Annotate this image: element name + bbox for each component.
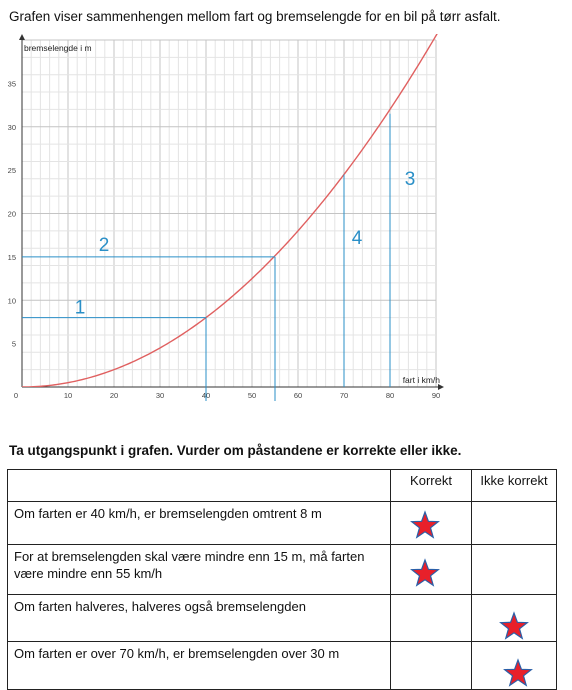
star-icon <box>498 611 530 643</box>
y-tick-label: 15 <box>7 252 16 262</box>
x-tick-label: 80 <box>385 391 395 400</box>
x-tick-label: 0 <box>13 391 19 400</box>
question-text: Ta utgangspunkt i grafen. Vurder om påstandene er korrekte eller ikke. <box>9 443 462 458</box>
table-header-row <box>8 470 557 502</box>
table-row <box>8 545 557 595</box>
guide-label-4: 4 <box>351 227 363 249</box>
y-axis-label: bremselengde i m <box>24 43 92 53</box>
intro-text: Grafen viser sammenhengen mellom fart og bremselengde for en bil på tørr asfalt. <box>9 9 501 24</box>
y-tick-label: 35 <box>7 79 16 89</box>
guide-label-1: 1 <box>74 297 86 319</box>
x-tick-label: 70 <box>339 391 349 400</box>
guide-label-2: 2 <box>98 234 110 256</box>
korrekt-cell-2[interactable] <box>391 545 472 595</box>
statement-1: Om farten er 40 km/h, er bremselengden omtrent 8 m <box>8 502 391 545</box>
y-tick-label: 25 <box>7 166 16 176</box>
korrekt-cell-3[interactable] <box>391 595 472 642</box>
table-row <box>8 502 557 545</box>
y-tick-label: 10 <box>7 296 16 306</box>
x-tick-label: 50 <box>247 391 257 400</box>
korrekt-cell-4[interactable] <box>391 642 472 690</box>
guide-label-3: 3 <box>404 168 416 190</box>
x-tick-label: 20 <box>109 391 119 400</box>
header-korrekt: Korrekt <box>391 470 472 502</box>
y-tick-label: 30 <box>7 122 16 132</box>
x-tick-label: 10 <box>63 391 73 400</box>
star-icon <box>502 658 534 690</box>
statement-4: Om farten er over 70 km/h, er bremselengden over 30 m <box>8 642 391 690</box>
x-axis-label: fart i km/h <box>402 375 440 385</box>
ikke-korrekt-cell-3[interactable] <box>472 595 557 642</box>
statement-3: Om farten halveres, halveres også bremselengden <box>8 595 391 642</box>
header-statement <box>8 470 391 502</box>
x-tick-label: 30 <box>155 391 165 400</box>
korrekt-cell-1[interactable] <box>391 502 472 545</box>
x-tick-label: 90 <box>431 391 441 400</box>
x-tick-label: 40 <box>201 391 211 400</box>
evaluation-table <box>7 469 557 690</box>
table-row <box>8 595 557 642</box>
y-tick-label: 5 <box>11 339 16 349</box>
x-tick-label: 60 <box>293 391 303 400</box>
braking-distance-chart <box>0 30 572 440</box>
header-ikke-korrekt: Ikke korrekt <box>472 470 557 502</box>
star-icon <box>409 558 441 590</box>
star-icon <box>409 510 441 542</box>
ikke-korrekt-cell-4[interactable] <box>472 642 557 690</box>
ikke-korrekt-cell-1[interactable] <box>472 502 557 545</box>
y-axis-arrow <box>19 34 25 40</box>
ikke-korrekt-cell-2[interactable] <box>472 545 557 595</box>
table-row <box>8 642 557 690</box>
y-tick-label: 20 <box>7 209 16 219</box>
statement-2: For at bremselengden skal være mindre enn 15 m, må farten være mindre enn 55 km/h <box>8 545 391 595</box>
